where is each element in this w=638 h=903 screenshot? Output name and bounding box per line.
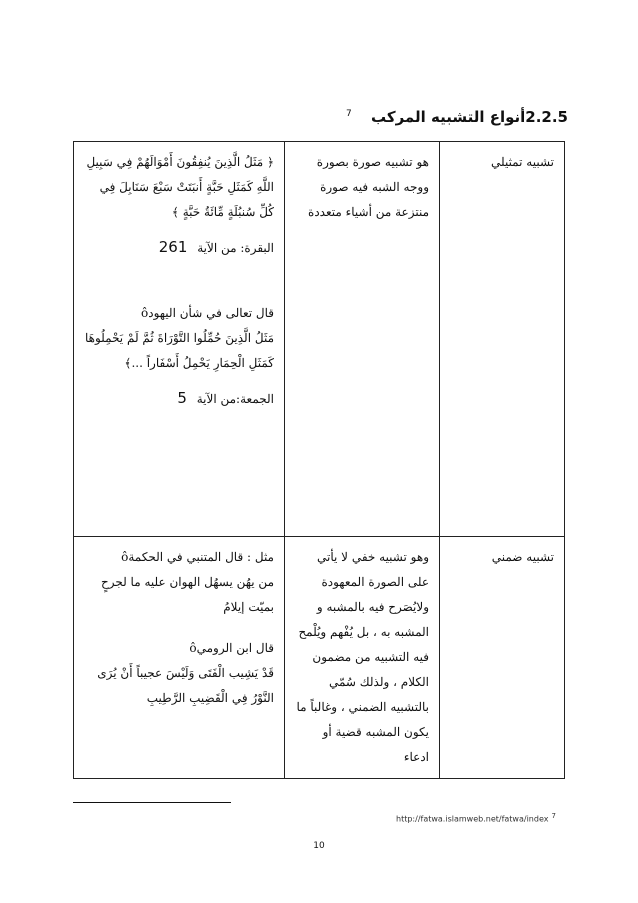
table-row: [74, 537, 565, 779]
reference-number: 5: [177, 389, 187, 407]
poem-verse: من يهُن يسهُل الهوان عليه ما لجرحٍ بميّت إيلامُ: [100, 575, 274, 614]
definition-text: هو تشبيه صورة بصورة ووجه الشبه فيه صورة منتزعة من أشياء متعددة: [308, 155, 429, 219]
example-cell: [74, 142, 285, 537]
type-label: تشبيه ضمني: [491, 550, 554, 564]
example-intro: قال ابن الروميô: [189, 641, 274, 655]
table-row: [74, 142, 565, 537]
section-heading: [346, 108, 568, 126]
definition-text: وهو تشبيه خفي لا يأتي على الصورة المعهودة ولايُصَرح فيه بالمشبه و المشبه به ، بل يُفْهم ويُلْمح فيه التشبيه من مضمون الكلام ، ولذلك سُمّي بالتشبيه الضمني ، وغالباً ما يكون المشبه قضية أو ادعاء: [296, 550, 429, 764]
footnote-number: 7: [551, 812, 556, 820]
page-number: 10: [313, 841, 325, 851]
heading-footnote-ref: 7: [346, 109, 352, 119]
footnote-text: http://fatwa.islamweb.net/fatwa/index: [396, 814, 549, 824]
type-label: تشبيه تمثيلي: [490, 155, 554, 169]
verse-reference: [84, 235, 274, 261]
quran-verse: مَثَلُ الَّذِينَ حُمِّلُوا التَّوْرَاةَ ثُمَّ لَمْ يَحْمِلُوهَا كَمَثَلِ الْحِمَارِ يَحْمِلُ أَسْفَاراً ...﴾: [84, 331, 274, 370]
reference-number: 261: [158, 238, 188, 256]
quran-verse: ﴿ مَثَلُ الَّذِينَ يُنفِقُونَ أَمْوَالَهُمْ فِي سَبِيلِ اللَّهِ كَمَثَلِ حَبَّةٍ أَنبَتَتْ سَبْعَ سَنَابِلَ فِي كُلِّ سُنبُلَةٍ مِّائَةُ حَبَّةٍ ﴾: [86, 155, 274, 219]
example-intro: مثل : قال المتنبي في الحكمةô: [121, 550, 274, 564]
footnote: [396, 812, 556, 824]
type-cell: [440, 537, 565, 779]
example-cell: [74, 537, 285, 779]
type-cell: [440, 142, 565, 537]
types-table: [73, 141, 565, 779]
verse-reference: [84, 386, 274, 412]
reference-label: البقرة: من الآية: [197, 241, 274, 255]
poem-verse: قَدْ يَشِيب الْفَتَى وَلَيْسَ عجيباً أَنْ يُرَى النَّوْرُ فِي الْقَضِيبِ الرَّطِيبِ: [97, 666, 274, 705]
example-intro: قال تعالى في شأن اليهودô: [141, 306, 274, 320]
footnote-divider: [73, 802, 231, 803]
reference-label: الجمعة:من الآية: [196, 392, 274, 406]
definition-cell: [285, 142, 440, 537]
heading-text: 2.2.5أنواع التشبيه المركب: [371, 108, 568, 126]
definition-cell: [285, 537, 440, 779]
